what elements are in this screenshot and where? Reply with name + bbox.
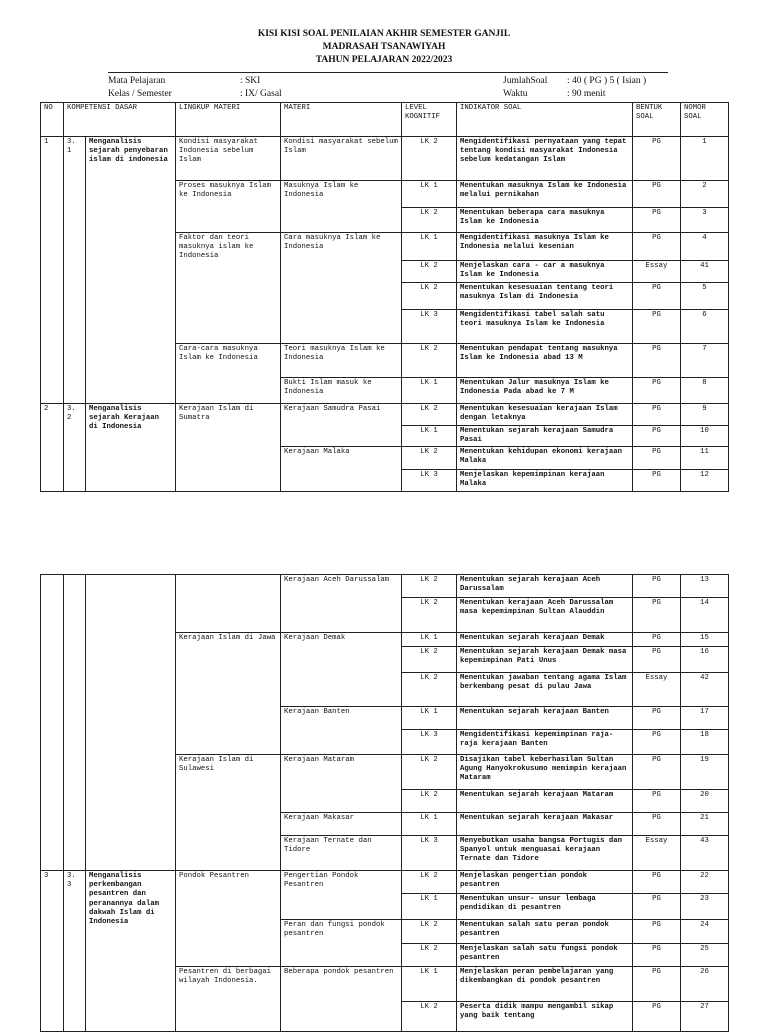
nomor-soal: 3 bbox=[681, 208, 729, 233]
indikator-soal: Menjelaskan peran pembelajaran yang dikembangkan di pondok pesantren bbox=[457, 967, 633, 1002]
level-kognitif: LK 2 bbox=[402, 920, 457, 944]
indikator-soal: Menentukan pendapat tentang masuknya Islam ke Indonesia abad 13 M bbox=[457, 344, 633, 378]
nomor-soal: 13 bbox=[681, 575, 729, 598]
nomor-soal: 6 bbox=[681, 310, 729, 344]
nomor-soal: 21 bbox=[681, 813, 729, 836]
materi: Masuknya Islam ke Indonesia bbox=[281, 181, 402, 233]
bentuk-soal: PG bbox=[633, 344, 681, 378]
nomor-soal: 24 bbox=[681, 920, 729, 944]
bentuk-soal: PG bbox=[633, 470, 681, 492]
col-header-bentuk: BENTUK SOAL bbox=[633, 103, 681, 137]
level-kognitif: LK 2 bbox=[402, 755, 457, 790]
nomor-soal: 16 bbox=[681, 647, 729, 673]
level-kognitif: LK 2 bbox=[402, 598, 457, 633]
lingkup-materi bbox=[176, 575, 281, 633]
kd-text bbox=[86, 575, 176, 871]
kd-text: Menganalisis sejarah penyebaran islam di indonesia bbox=[86, 137, 176, 404]
lingkup-materi: Faktor dan teori masuknya islam ke Indonesia bbox=[176, 233, 281, 344]
bentuk-soal: Essay bbox=[633, 836, 681, 871]
materi: Kerajaan Ternate dan Tidore bbox=[281, 836, 402, 871]
level-kognitif: LK 2 bbox=[402, 673, 457, 707]
nomor-soal: 43 bbox=[681, 836, 729, 871]
bentuk-soal: PG bbox=[633, 790, 681, 813]
indikator-soal: Mengidentifikasi masuknya Islam ke Indonesia melalui kesenian bbox=[457, 233, 633, 261]
jumlah-soal-label: JumlahSoal bbox=[503, 76, 548, 86]
bentuk-soal: PG bbox=[633, 1002, 681, 1032]
bentuk-soal: PG bbox=[633, 378, 681, 404]
materi: Kerajaan Aceh Darussalam bbox=[281, 575, 402, 633]
indikator-soal: Menentukan sejarah kerajaan Demak masa kepemimpinan Pati Unus bbox=[457, 647, 633, 673]
lingkup-materi: Proses masuknya Islam ke Indonesia bbox=[176, 181, 281, 233]
level-kognitif: LK 2 bbox=[402, 261, 457, 283]
indikator-soal: Menentukan kerajaan Aceh Darussalam masa kepemimpinan Sultan Alauddin bbox=[457, 598, 633, 633]
row-number: 1 bbox=[41, 137, 64, 404]
table-row bbox=[41, 404, 729, 426]
bentuk-soal: PG bbox=[633, 633, 681, 647]
indikator-soal: Menentukan kehidupan ekonomi kerajaan Malaka bbox=[457, 447, 633, 470]
nomor-soal: 4 bbox=[681, 233, 729, 261]
materi: Kerajaan Samudra Pasai bbox=[281, 404, 402, 447]
kelas-label: Kelas / Semester bbox=[108, 89, 172, 99]
bentuk-soal: PG bbox=[633, 137, 681, 181]
lingkup-materi: Kerajaan Islam di Sumatra bbox=[176, 404, 281, 492]
waktu-value: : 90 menit bbox=[567, 89, 606, 99]
nomor-soal: 22 bbox=[681, 871, 729, 894]
level-kognitif: LK 2 bbox=[402, 208, 457, 233]
indikator-soal: Disajikan tabel keberhasilan Sultan Agung Hanyokrokusumo memimpin kerajaan Mataram bbox=[457, 755, 633, 790]
bentuk-soal: PG bbox=[633, 208, 681, 233]
nomor-soal: 10 bbox=[681, 426, 729, 447]
bentuk-soal: PG bbox=[633, 755, 681, 790]
waktu-label: Waktu bbox=[503, 89, 528, 99]
level-kognitif: LK 3 bbox=[402, 470, 457, 492]
materi: Kerajaan Banten bbox=[281, 707, 402, 755]
bentuk-soal: PG bbox=[633, 310, 681, 344]
row-number: 3 bbox=[41, 871, 64, 1032]
bentuk-soal: PG bbox=[633, 707, 681, 730]
row-number bbox=[41, 575, 64, 871]
bentuk-soal: PG bbox=[633, 233, 681, 261]
nomor-soal: 8 bbox=[681, 378, 729, 404]
indikator-soal: Menentukan sejarah kerajaan Samudra Pasai bbox=[457, 426, 633, 447]
level-kognitif: LK 2 bbox=[402, 344, 457, 378]
indikator-soal: Mengidentifikasi pernyataan yang tepat tentang kondisi masyarakat Indonesia sebelum kedatangan Islam bbox=[457, 137, 633, 181]
materi: Bukti Islam masuk ke Indonesia bbox=[281, 378, 402, 404]
nomor-soal: 2 bbox=[681, 181, 729, 208]
nomor-soal: 17 bbox=[681, 707, 729, 730]
materi: Kerajaan Mataram bbox=[281, 755, 402, 813]
bentuk-soal: Essay bbox=[633, 261, 681, 283]
col-header-lingkup: LINGKUP MATERI bbox=[176, 103, 281, 137]
level-kognitif: LK 2 bbox=[402, 283, 457, 310]
materi: Peran dan fungsi pondok pesantren bbox=[281, 920, 402, 967]
bentuk-soal: PG bbox=[633, 647, 681, 673]
level-kognitif: LK 1 bbox=[402, 633, 457, 647]
kd-text: Menganalisis sejarah Kerajaan di Indonesia bbox=[86, 404, 176, 492]
indikator-soal: Menjelaskan cara - car a masuknya Islam ke Indonesia bbox=[457, 261, 633, 283]
school-name: MADRASAH TSANAWIYAH bbox=[322, 42, 446, 52]
mapel-value: : SKI bbox=[240, 76, 261, 86]
table-header-row bbox=[41, 103, 729, 137]
bentuk-soal: PG bbox=[633, 447, 681, 470]
nomor-soal: 9 bbox=[681, 404, 729, 426]
materi: Cara masuknya Islam ke Indonesia bbox=[281, 233, 402, 344]
bentuk-soal: PG bbox=[633, 283, 681, 310]
level-kognitif: LK 2 bbox=[402, 404, 457, 426]
kd-number: 3. 3 bbox=[64, 871, 86, 1032]
indikator-soal: Mengidentifikasi kepemimpinan raja- raja kerajaan Banten bbox=[457, 730, 633, 755]
table-row bbox=[41, 137, 729, 181]
nomor-soal: 18 bbox=[681, 730, 729, 755]
bentuk-soal: Essay bbox=[633, 673, 681, 707]
bentuk-soal: PG bbox=[633, 967, 681, 1002]
nomor-soal: 5 bbox=[681, 283, 729, 310]
bentuk-soal: PG bbox=[633, 894, 681, 920]
level-kognitif: LK 3 bbox=[402, 836, 457, 871]
nomor-soal: 20 bbox=[681, 790, 729, 813]
level-kognitif: LK 1 bbox=[402, 967, 457, 1002]
kd-number bbox=[64, 575, 86, 871]
kd-number: 3. 1 bbox=[64, 137, 86, 404]
nomor-soal: 26 bbox=[681, 967, 729, 1002]
col-header-no: NO bbox=[41, 103, 64, 137]
kisi-kisi-table-page-2 bbox=[40, 574, 729, 1032]
level-kognitif: LK 3 bbox=[402, 310, 457, 344]
bentuk-soal: PG bbox=[633, 813, 681, 836]
bentuk-soal: PG bbox=[633, 575, 681, 598]
kisi-kisi-table-page-1 bbox=[40, 102, 729, 492]
level-kognitif: LK 1 bbox=[402, 426, 457, 447]
col-header-level: LEVEL KOGNITIF bbox=[402, 103, 457, 137]
level-kognitif: LK 2 bbox=[402, 944, 457, 967]
level-kognitif: LK 1 bbox=[402, 813, 457, 836]
nomor-soal: 11 bbox=[681, 447, 729, 470]
academic-year: TAHUN PELAJARAN 2022/2023 bbox=[315, 55, 453, 65]
level-kognitif: LK 2 bbox=[402, 447, 457, 470]
indikator-soal: Menentukan salah satu peran pondok pesantren bbox=[457, 920, 633, 944]
lingkup-materi: Kerajaan Islam di Sulawesi bbox=[176, 755, 281, 871]
nomor-soal: 19 bbox=[681, 755, 729, 790]
nomor-soal: 41 bbox=[681, 261, 729, 283]
indikator-soal: Menentukan sejarah kerajaan Aceh Darussalam bbox=[457, 575, 633, 598]
lingkup-materi: Pondok Pesantren bbox=[176, 871, 281, 967]
indikator-soal: Menentukan kesesuaian kerajaan Islam dengan letaknya bbox=[457, 404, 633, 426]
bentuk-soal: PG bbox=[633, 181, 681, 208]
col-header-materi: MATERI bbox=[281, 103, 402, 137]
materi: Kerajaan Malaka bbox=[281, 447, 402, 492]
materi: Kerajaan Makasar bbox=[281, 813, 402, 836]
level-kognitif: LK 1 bbox=[402, 894, 457, 920]
nomor-soal: 27 bbox=[681, 1002, 729, 1032]
col-header-kd: KOMPETENSI DASAR bbox=[64, 103, 176, 137]
level-kognitif: LK 1 bbox=[402, 378, 457, 404]
lingkup-materi: Kondisi masyarakat Indonesia sebelum Islam bbox=[176, 137, 281, 181]
bentuk-soal: PG bbox=[633, 944, 681, 967]
indikator-soal: Menentukan unsur- unsur lembaga pendidikan di pesantren bbox=[457, 894, 633, 920]
indikator-soal: Menentukan beberapa cara masuknya Islam ke Indonesia bbox=[457, 208, 633, 233]
indikator-soal: Menjelaskan pengertian pondok pesantren bbox=[457, 871, 633, 894]
materi: Kondisi masyarakat sebelum Islam bbox=[281, 137, 402, 181]
indikator-soal: Menentukan masuknya Islam ke Indonesia melalui pernikahan bbox=[457, 181, 633, 208]
bentuk-soal: PG bbox=[633, 598, 681, 633]
level-kognitif: LK 1 bbox=[402, 233, 457, 261]
materi: Kerajaan Demak bbox=[281, 633, 402, 707]
nomor-soal: 15 bbox=[681, 633, 729, 647]
lingkup-materi: Cara-cara masuknya Islam ke Indonesia bbox=[176, 344, 281, 404]
nomor-soal: 42 bbox=[681, 673, 729, 707]
bentuk-soal: PG bbox=[633, 426, 681, 447]
indikator-soal: Menjelaskan kepemimpinan kerajaan Malaka bbox=[457, 470, 633, 492]
level-kognitif: LK 2 bbox=[402, 647, 457, 673]
nomor-soal: 12 bbox=[681, 470, 729, 492]
nomor-soal: 14 bbox=[681, 598, 729, 633]
materi: Pengertian Pondok Pesantren bbox=[281, 871, 402, 920]
indikator-soal: Menentukan kesesuaian tentang teori masuknya Islam di Indonesia bbox=[457, 283, 633, 310]
nomor-soal: 1 bbox=[681, 137, 729, 181]
lingkup-materi: Kerajaan Islam di Jawa bbox=[176, 633, 281, 755]
bentuk-soal: PG bbox=[633, 730, 681, 755]
indikator-soal: Mengidentifikasi tabel salah satu teori masuknya Islam ke Indonesia bbox=[457, 310, 633, 344]
bentuk-soal: PG bbox=[633, 871, 681, 894]
document-header bbox=[0, 28, 768, 67]
indikator-soal: Menentukan Jalur masuknya Islam ke Indonesia Pada abad ke 7 M bbox=[457, 378, 633, 404]
indikator-soal: Menyebutkan usaha bangsa Portugis dan Spanyol untuk menguasai kerajaan Ternate dan Tidore bbox=[457, 836, 633, 871]
table-row bbox=[41, 575, 729, 598]
level-kognitif: LK 2 bbox=[402, 790, 457, 813]
materi: Beberapa pondok pesantren bbox=[281, 967, 402, 1032]
kd-number: 3. 2 bbox=[64, 404, 86, 492]
level-kognitif: LK 2 bbox=[402, 871, 457, 894]
indikator-soal: Menentukan sejarah kerajaan Mataram bbox=[457, 790, 633, 813]
col-header-indikator: INDIKATOR SOAL bbox=[457, 103, 633, 137]
indikator-soal: Menentukan jawaban tentang agama Islam berkembang pesat di pulau Jawa bbox=[457, 673, 633, 707]
level-kognitif: LK 2 bbox=[402, 1002, 457, 1032]
level-kognitif: LK 2 bbox=[402, 137, 457, 181]
level-kognitif: LK 1 bbox=[402, 707, 457, 730]
indikator-soal: Peserta didik mampu mengambil sikap yang baik tentang bbox=[457, 1002, 633, 1032]
indikator-soal: Menentukan sejarah kerajaan Demak bbox=[457, 633, 633, 647]
kd-text: Menganalisis perkembangan pesantren dan peranannya dalam dakwah Islam di Indonesia bbox=[86, 871, 176, 1032]
row-number: 2 bbox=[41, 404, 64, 492]
level-kognitif: LK 1 bbox=[402, 181, 457, 208]
kelas-value: : IX/ Gasal bbox=[240, 89, 282, 99]
nomor-soal: 25 bbox=[681, 944, 729, 967]
level-kognitif: LK 2 bbox=[402, 575, 457, 598]
indikator-soal: Menentukan sejarah kerajaan Makasar bbox=[457, 813, 633, 836]
header-divider bbox=[108, 72, 668, 73]
mapel-label: Mata Pelajaran bbox=[108, 76, 166, 86]
jumlah-soal-value: : 40 ( PG ) 5 ( Isian ) bbox=[567, 76, 647, 86]
materi: Teori masuknya Islam ke Indonesia bbox=[281, 344, 402, 378]
document-title: KISI KISI SOAL PENILAIAN AKHIR SEMESTER GANJIL bbox=[257, 29, 511, 39]
table-row bbox=[41, 871, 729, 894]
nomor-soal: 7 bbox=[681, 344, 729, 378]
indikator-soal: Menjelaskan salah satu fungsi pondok pesantren bbox=[457, 944, 633, 967]
bentuk-soal: PG bbox=[633, 404, 681, 426]
bentuk-soal: PG bbox=[633, 920, 681, 944]
indikator-soal: Menentukan sejarah kerajaan Banten bbox=[457, 707, 633, 730]
level-kognitif: LK 3 bbox=[402, 730, 457, 755]
col-header-nomor: NOMOR SOAL bbox=[681, 103, 729, 137]
nomor-soal: 23 bbox=[681, 894, 729, 920]
lingkup-materi: Pesantren di berbagai wilayah Indonesia. bbox=[176, 967, 281, 1032]
